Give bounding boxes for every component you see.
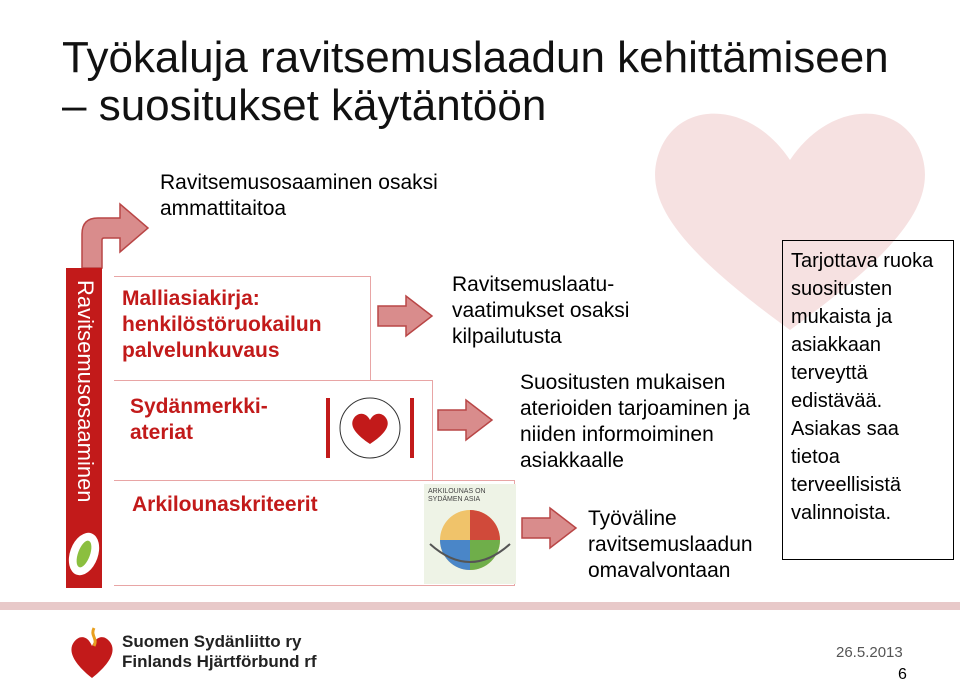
arrow-right-icon	[520, 506, 580, 550]
logo-line-2: Finlands Hjärtförbund rf	[122, 652, 317, 671]
brochure-title: ARKILOUNAS ON SYDÄMEN ASIA	[428, 488, 486, 503]
page-title: Työkaluja ravitsemuslaadun kehittämiseen – suositukset käytäntöön	[62, 33, 889, 130]
malliasiakirja-text: Malliasiakirja: henkilöstöruokailun palvelunkuvaus	[122, 287, 322, 362]
slide-page-number: 6	[898, 666, 907, 683]
sydanmerkki-text: Sydänmerkki-ateriat	[130, 395, 268, 444]
sydanliitto-logo-icon	[64, 624, 120, 682]
logo-line-1: Suomen Sydänliitto ry	[122, 632, 302, 651]
vaatimukset-text: Ravitsemuslaatu-vaatimukset osaksi kilpailutusta	[452, 273, 630, 348]
tyovaline-text: Työväline ravitsemuslaadun omavalvontaan	[588, 507, 753, 582]
curved-arrow-icon	[74, 190, 154, 270]
slide-date: 26.5.2013	[836, 644, 903, 661]
left-bar-label: Ravitsemusosaaminen	[73, 280, 98, 503]
result-panel	[782, 240, 954, 560]
leaf-icon	[66, 526, 102, 582]
arrow-right-icon	[376, 294, 436, 338]
result-panel-text: Tarjottava ruoka suositusten mukaista ja asiakkaan terveyttä edistävää. Asiakas saa tietoa terveellisistä valinnoista.	[791, 250, 934, 524]
sydanliitto-logo-text	[122, 632, 317, 672]
arrow-right-icon	[436, 398, 496, 442]
top-arrow-label: Ravitsemusosaaminen osaksi ammattitaitoa	[160, 171, 438, 220]
arkilounas-text: Arkilounaskriteerit	[132, 493, 318, 516]
suositusten-text: Suositusten mukaisen aterioiden tarjoaminen ja niiden informoiminen asiakkaalle	[520, 371, 750, 472]
footer-divider	[0, 602, 960, 610]
heart-symbol-badge-icon	[322, 388, 418, 470]
